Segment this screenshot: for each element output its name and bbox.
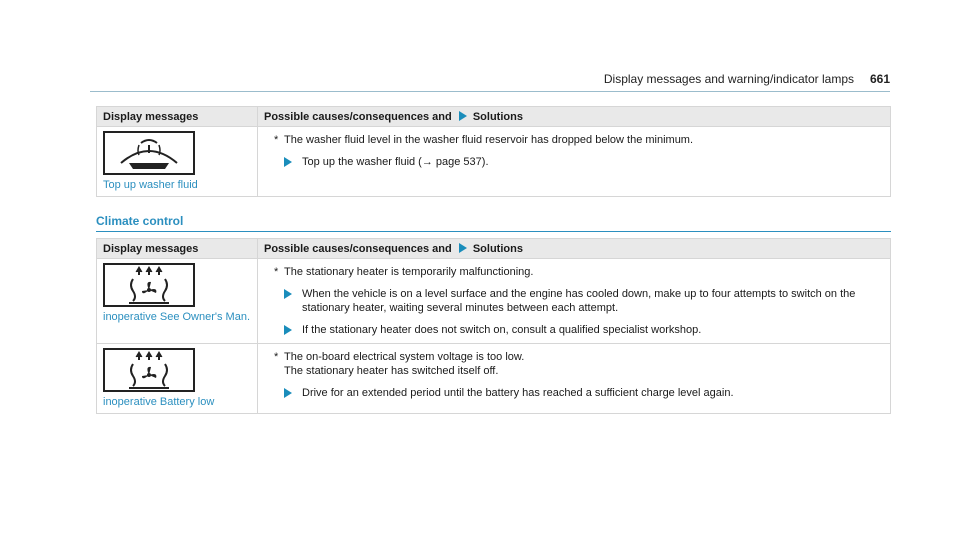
solution-cell <box>258 344 891 414</box>
stationary-heater-icon <box>103 263 195 307</box>
table-row <box>97 259 891 344</box>
page-number: 661 <box>869 72 890 86</box>
column-header-prefix: Possible causes/consequences and <box>264 110 452 123</box>
washer-table <box>96 106 891 197</box>
table-header-row <box>97 107 891 127</box>
cause-text: * The stationary heater is temporarily malfunctioning. <box>274 266 534 278</box>
column-header-suffix: Solutions <box>472 242 523 255</box>
stationary-heater-icon <box>103 348 195 392</box>
solution-step: Drive for an extended period until the battery has reached a sufficient charge level again. <box>274 386 882 400</box>
solution-step: If the stationary heater does not switch on, consult a qualified specialist workshop. <box>274 323 882 337</box>
cause-text: * The washer fluid level in the washer fluid reservoir has dropped below the minimum. <box>274 134 694 146</box>
message-cell <box>97 259 258 344</box>
arrow-icon <box>284 289 292 299</box>
arrow-icon <box>284 388 292 398</box>
arrow-icon <box>459 111 467 121</box>
arrow-icon <box>284 325 292 335</box>
header-title: Display messages and warning/indicator lamps <box>603 72 854 86</box>
solution-step: When the vehicle is on a level surface and the engine has cooled down, make up to four attempts to switch on the stationary heater, waiting several minutes between each attempt. <box>274 287 882 315</box>
table-row <box>97 344 891 414</box>
column-header-suffix: Solutions <box>472 110 523 123</box>
message-text: inoperative Battery low <box>103 396 215 408</box>
section-title: Climate control <box>96 214 891 232</box>
column-header-messages: Display messages <box>97 239 258 259</box>
arrow-icon <box>459 243 467 253</box>
cause-text-2: The stationary heater has switched itself off. <box>284 365 499 377</box>
solution-step: Top up the washer fluid (→ page 537). <box>274 155 882 169</box>
column-header-solutions <box>258 107 891 127</box>
column-header-solutions <box>258 239 891 259</box>
washer-fluid-icon <box>103 131 195 175</box>
message-cell <box>97 127 258 197</box>
column-header-messages: Display messages <box>97 107 258 127</box>
cause-text: * The on-board electrical system voltage is too low. <box>274 351 525 363</box>
message-cell <box>97 344 258 414</box>
column-header-prefix: Possible causes/consequences and <box>264 242 452 255</box>
solution-cell <box>258 259 891 344</box>
climate-table <box>96 238 891 414</box>
arrow-icon <box>284 157 292 167</box>
message-text: inoperative See Owner's Man. <box>103 311 251 323</box>
page-header <box>90 72 890 92</box>
message-text: Top up washer fluid <box>103 179 198 191</box>
solution-cell <box>258 127 891 197</box>
table-header-row <box>97 239 891 259</box>
table-row <box>97 127 891 197</box>
